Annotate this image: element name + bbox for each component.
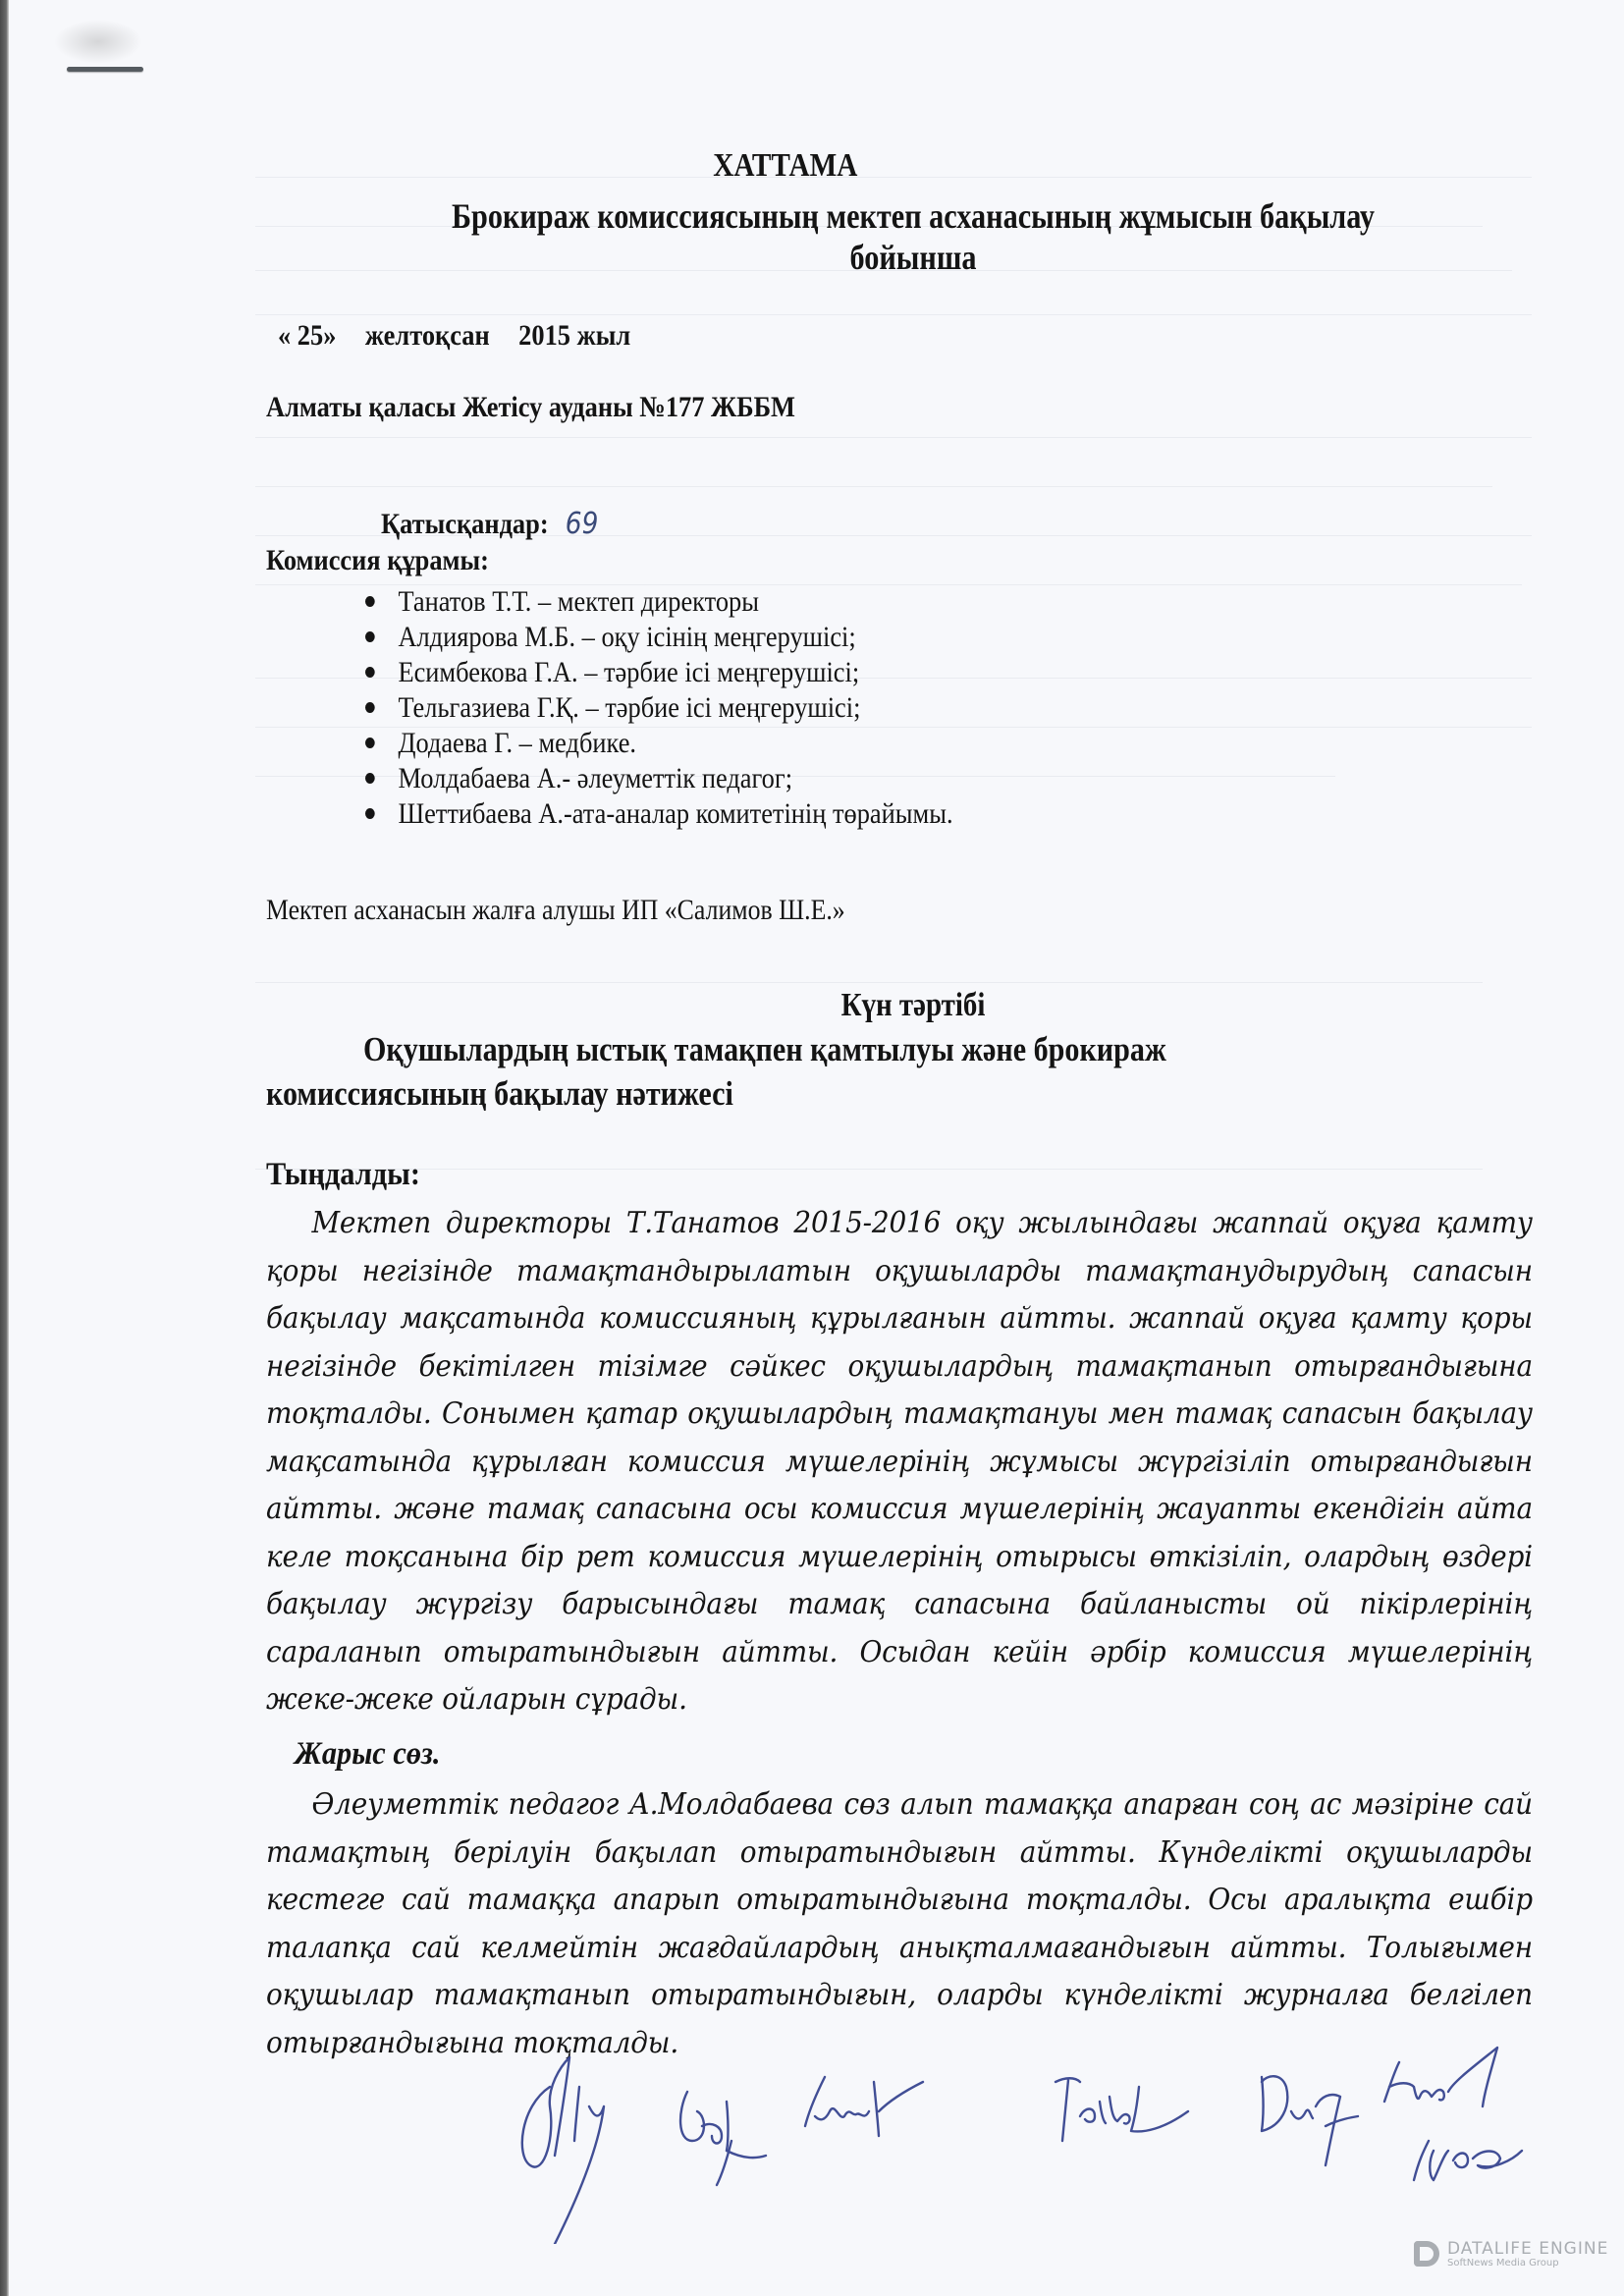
list-item: Тельгазиева Г.Қ. – тәрбие ісі меңгерушісі; (365, 691, 860, 725)
date-day: « 25» (278, 319, 337, 352)
signature-1 (511, 2048, 628, 2244)
agenda-line1: Оқушылардың ыстық тамақпен қамтылуы және брокираж (363, 1030, 1166, 1068)
debate-paragraph: Әлеуметтік педагог А.Молдабаева сөз алып тамаққа апарған соң ас мәзіріне сай тамақтың берілуін бақылап отыратындығын айтты. Күнделікті оқушыларды кестеге сай тамаққа апарып отыратындығына тоқталды. Осы аралықта ешбір талапқа сай келмейтін жағдайлардың анықталмағандығын айтты. Толығымен оқушылар тамақтанып отыратындығын, оларды күнделікті журналға белгілеп отырғандығына тоқталды. (266, 1787, 1533, 2060)
agenda-line2: комиссиясының бақылау нәтижесі (266, 1074, 733, 1113)
bullet-icon (365, 596, 375, 607)
list-item: Алдиярова М.Б. – оқу ісінің меңгерушісі; (365, 621, 856, 654)
participants-label: Қатысқандар: (381, 508, 549, 540)
list-item: Есимбекова Г.А. – тәрбие ісі меңгерушісі; (365, 656, 859, 689)
watermark-brand: DATALIFE ENGINE (1447, 2239, 1609, 2259)
heard-heading: Тыңдалды: (266, 1157, 420, 1192)
heard-paragraph: Мектеп директоры Т.Танатов 2015-2016 оқу жылындағы жаппай оқуға қамту қоры негізінде тамақтандырылатын оқушыларды тамақтанудырудың сапасын бақылау мақсатында комиссияның құрылғанын айтты. жаппай оқуға қамту қоры негізінде бекітілген тізімге сәйкес оқушылардың тамақтанып отырғандығына тоқталды. Сонымен қатар оқушылардың тамақтануы мен тамақ сапасын бақылау мақсатында құрылған комиссия мүшелерінің жұмысы жүргізіліп отырғандығын айтты. және тамақ сапасына осы комиссия мүшелерінің жауапты екендігін айта келе тоқсанына бір рет комиссия мүшелерінің отырысы өткізіліп, олардың өздері бақылау жүргізу барысындағы тамақ сапасына байланысты ой пікірлерінің сараланып отыратындығын айтты. Осыдан кейін әрбір комиссия мүшелерінің жеке-жеке ойларын сұрады. (266, 1206, 1533, 1717)
bullet-icon (365, 738, 375, 748)
list-item: Танатов Т.Т. – мектеп директоры (365, 585, 759, 619)
participants-line (381, 507, 598, 541)
canteen-lessee: Мектеп асханасын жалға алушы ИП «Салимов Ш.Е.» (266, 894, 845, 926)
bullet-icon (365, 702, 375, 713)
document-date (278, 319, 653, 353)
signature-4 (1041, 2062, 1198, 2151)
date-year: 2015 жыл (518, 319, 631, 352)
agenda-title: Күн тәртібі (840, 987, 986, 1023)
watermark-subtitle: SoftNews Media Group (1447, 2258, 1559, 2269)
signature-3 (795, 2067, 933, 2146)
list-item: Додаева Г. – медбике. (365, 727, 636, 760)
signature-2 (668, 2072, 776, 2190)
document-subtitle-line2: бойынша (849, 238, 977, 277)
debate-heading: Жарыс сөз. (295, 1736, 441, 1772)
participants-count-handwritten: 69 (565, 507, 599, 541)
signature-5 (1252, 2057, 1360, 2175)
list-item: Шеттибаева А.-ата-аналар комитетінің төрайымы. (365, 797, 953, 831)
commission-label: Комиссия құрамы: (266, 544, 489, 576)
document-title: ХАТТАМА (713, 147, 858, 184)
bullet-icon (365, 667, 375, 678)
date-month: желтоқсан (364, 319, 490, 352)
bullet-icon (365, 773, 375, 784)
datalife-logo-icon (1414, 2241, 1439, 2267)
bullet-icon (365, 808, 375, 819)
organization-name: Алматы қаласы Жетісу ауданы №177 ЖББМ (266, 391, 795, 423)
document-subtitle-line1: Брокираж комиссиясының мектеп асханасының жұмысын бақылау (452, 196, 1375, 236)
bullet-icon (365, 631, 375, 642)
list-item: Молдабаева А.- әлеуметтік педагог; (365, 762, 792, 795)
signature-6 (1375, 2043, 1551, 2190)
